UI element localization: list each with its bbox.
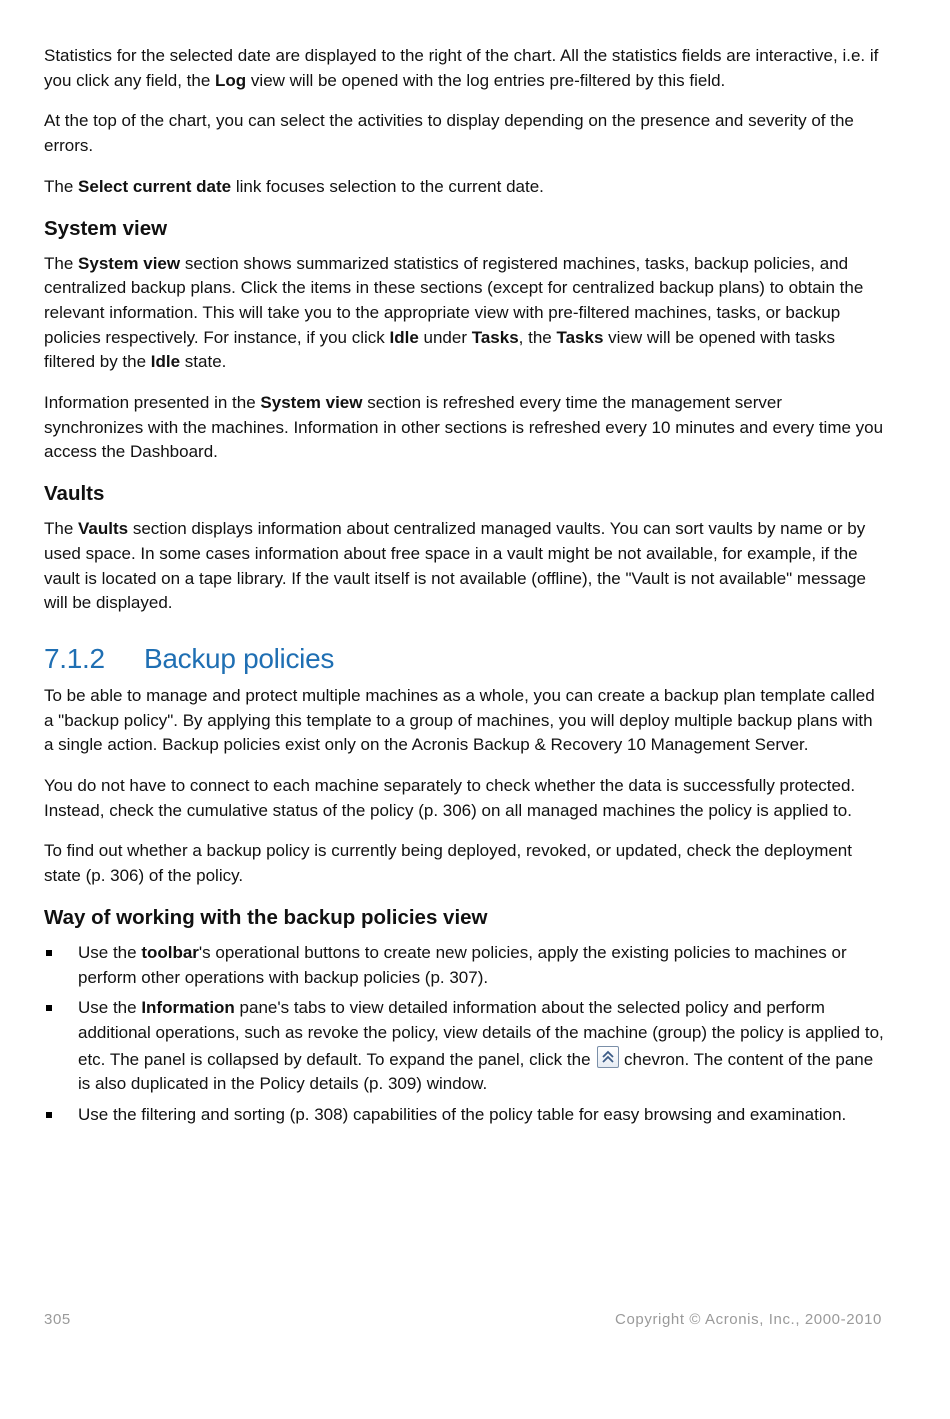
list-item: Use the filtering and sorting (p. 308) capabilities of the policy table for easy browsing and examination.	[44, 1103, 884, 1128]
section-title: Backup policies	[144, 642, 335, 674]
system-view-heading: System view	[44, 216, 168, 240]
log-term: Log	[215, 70, 247, 90]
double-chevron-up-icon	[597, 1046, 619, 1068]
intro-paragraph-1: Statistics for the selected date are displayed to the right of the chart. All the statistics fields are interactive, i.e. if you click any field, the Log view will be opened with the log entries pre-filtered by this field.	[44, 46, 879, 90]
backup-policies-paragraph-2: You do not have to connect to each machine separately to check whether the data is successfully protected. Instead, check the cumulative status of the policy (p. 306) on all managed machines the policy is applied to.	[44, 776, 856, 820]
section-heading-backup-policies	[44, 642, 884, 676]
intro-paragraph-2: At the top of the chart, you can select the activities to display depending on the presence and severity of the errors.	[44, 111, 854, 156]
select-current-date-term: Select current date	[78, 176, 232, 196]
copyright-notice: Copyright © Acronis, Inc., 2000-2010	[615, 1311, 882, 1328]
list-item: Use the toolbar's operational buttons to create new policies, apply the existing policies to machines or perform other operations with backup policies (p. 307).	[44, 941, 884, 990]
section-number: 7.1.2	[44, 642, 105, 674]
vaults-heading: Vaults	[44, 482, 105, 506]
list-item: Use the Information pane's tabs to view detailed information about the selected policy and perform additional operations, such as revoke the policy, view details of the machine (group) the policy is applied to, etc. The panel is collapsed by default. To expand the panel, click the chevron. The content of the pane is also duplicated in the Policy details (p. 309) window.	[44, 996, 884, 1097]
way-of-working-list	[44, 941, 884, 1128]
square-bullet-icon	[46, 1112, 52, 1118]
system-view-paragraph-1: The System view section shows summarized statistics of registered machines, tasks, backup policies, and centralized backup plans. Click the items in these sections (except for centralized backup plans) to obtain the relevant information. This will take you to the appropriate view with pre-filtered machines, tasks, or backup policies respectively. For instance, if you click Idle under Tasks, the Tasks view will be opened with tasks filtered by the Idle state.	[44, 253, 864, 372]
backup-policies-paragraph-1: To be able to manage and protect multiple machines as a whole, you can create a backup plan template called a "backup policy". By applying this template to a group of machines, you will deploy multiple backup plans with a single action. Backup policies exist only on the Acronis Backup & Recovery 10 Management Server.	[44, 685, 875, 755]
page-number: 305	[44, 1311, 71, 1328]
document-page	[44, 44, 884, 1134]
intro-paragraph-3: The Select current date link focuses selection to the current date.	[44, 176, 544, 196]
vaults-paragraph: The Vaults section displays information about centralized managed vaults. You can sort vaults by name or by used space. In some cases information about free space in a vault might be not available, for example, if the vault is located on a tape library. If the vault itself is not available (offline), the "Vault is not available" message will be displayed.	[44, 519, 866, 613]
backup-policies-paragraph-3: To find out whether a backup policy is currently being deployed, revoked, or updated, check the deployment state (p. 306) of the policy.	[44, 841, 852, 886]
system-view-paragraph-2: Information presented in the System view section is refreshed every time the management server synchronizes with the machines. Information in other sections is refreshed every 10 minutes and every time you access the Dashboard.	[44, 393, 884, 462]
square-bullet-icon	[46, 950, 52, 956]
way-of-working-heading: Way of working with the backup policies view	[44, 905, 488, 929]
square-bullet-icon	[46, 1005, 52, 1011]
